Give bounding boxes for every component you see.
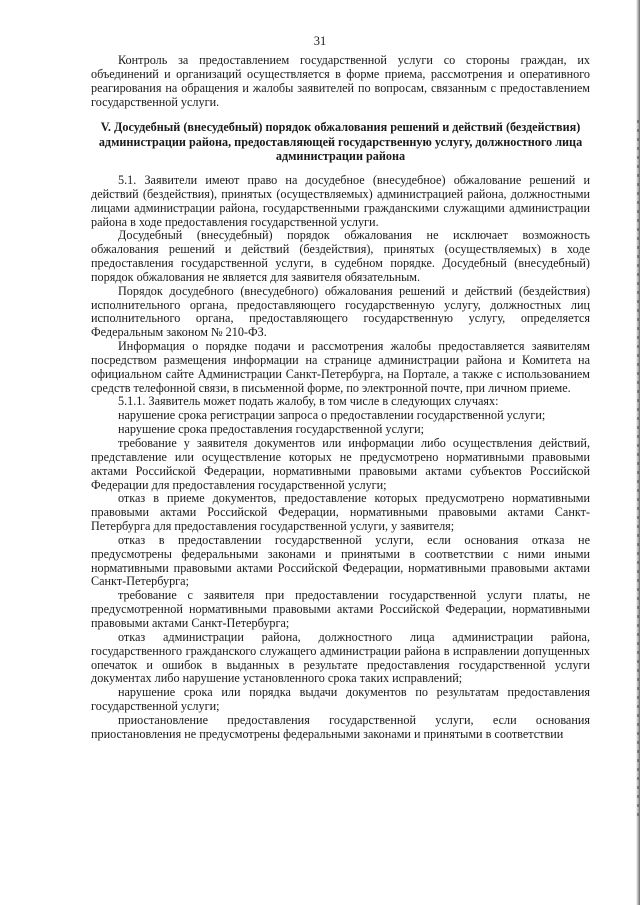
paragraph: Информация о порядке подачи и рассмотрения жалобы предоставляется заявителям посредством размещения информации на странице администрации района и Комитета на официальном сайте Администрации Санкт-Петербурга, на Портале, а также с использованием средств телефонной связи, в письменной форме, по электронной почте, при личном приеме. [91,339,590,395]
list-item: отказ в приеме документов, предоставление которых предусмотрено нормативными правовыми актами Российской Федерации, нормативными правовыми актами Санкт-Петербурга для предоставления государственной услуги, у заявителя; [91,491,590,534]
list-item: отказ в предоставлении государственной услуги, если основания отказа не предусмотрены федеральными законами и принятыми в соответствии с ними иными нормативными правовыми актами Российской Федерации, нормативными правовыми актами Санкт-Петербурга; [91,532,590,589]
page-number: 31 [313,34,327,48]
document-body [91,54,590,742]
list-item: требование у заявителя документов или информации либо осуществления действий, представление или осуществление которых не предусмотрено нормативными правовыми актами Российской Федерации, нормативными правовыми актами субъектов Российской Федерации для предоставления государственной услуги; [91,436,590,492]
paragraph: Порядок досудебного (внесудебного) обжалования решений и действий (бездействия) исполнительного органа, предоставляющего государственную услугу, должностных лиц исполнительного органа, предоставляющего государственную услугу, определяется Федеральным законом № 210-ФЗ. [91,283,590,340]
paragraph: Досудебный (внесудебный) порядок обжалования не исключает возможность обжалования решений и действий (бездействия), принятых (осуществляемых) в ходе предоставления государственной услуги, в судебном порядке. Досудебный (внесудебный) порядок обжалования не является для заявителя обязательным. [91,228,590,284]
paragraph-5-1: 5.1. Заявители имеют право на досудебное (внесудебное) обжалование решений и действий (бездействия), принятых (осуществляемых) администрацией района, должностными лицами администрации района, государственными гражданскими служащими администрации района в ходе предоставления государственной услуги. [91,172,590,229]
paragraph-5-1-1: 5.1.1. Заявитель может подать жалобу, в том числе в следующих случаях: [118,394,499,409]
list-item: нарушение срока регистрации запроса о предоставлении государственной услуги; [118,408,546,423]
list-item: требование с заявителя при предоставлении государственной услуги платы, не предусмотренной нормативными правовыми актами Российской Федерации, нормативными правовыми актами Санкт-Петербурга; [91,588,590,630]
list-item: приостановление предоставления государственной услуги, если основания приостановления не предусмотрены федеральными законами и принятыми в соответствии [91,712,590,741]
scan-edge-noise [637,120,639,820]
list-item: отказ администрации района, должностного лица администрации района, государственного гражданского служащего администрации района в исправлении допущенных опечаток и ошибок в выданных в результате предоставления государственной услуги документах либо нарушение установленного срока таких исправлений; [91,629,590,686]
list-item: нарушение срока предоставления государственной услуги; [118,422,425,437]
list-item: нарушение срока или порядка выдачи документов по результатам предоставления государственной услуги; [91,685,590,714]
section-heading: V. Досудебный (внесудебный) порядок обжалования решений и действий (бездействия) администрации района, предоставляющей государственную услугу, должностного лица администрации района [98,120,583,163]
intro-paragraph: Контроль за предоставлением государственной услуги со стороны граждан, их объединений и организаций осуществляется в форме приема, рассмотрения и оперативного реагирования на обращения и жалобы заявителей по вопросам, связанным с предоставлением государственной услуги. [91,53,590,109]
